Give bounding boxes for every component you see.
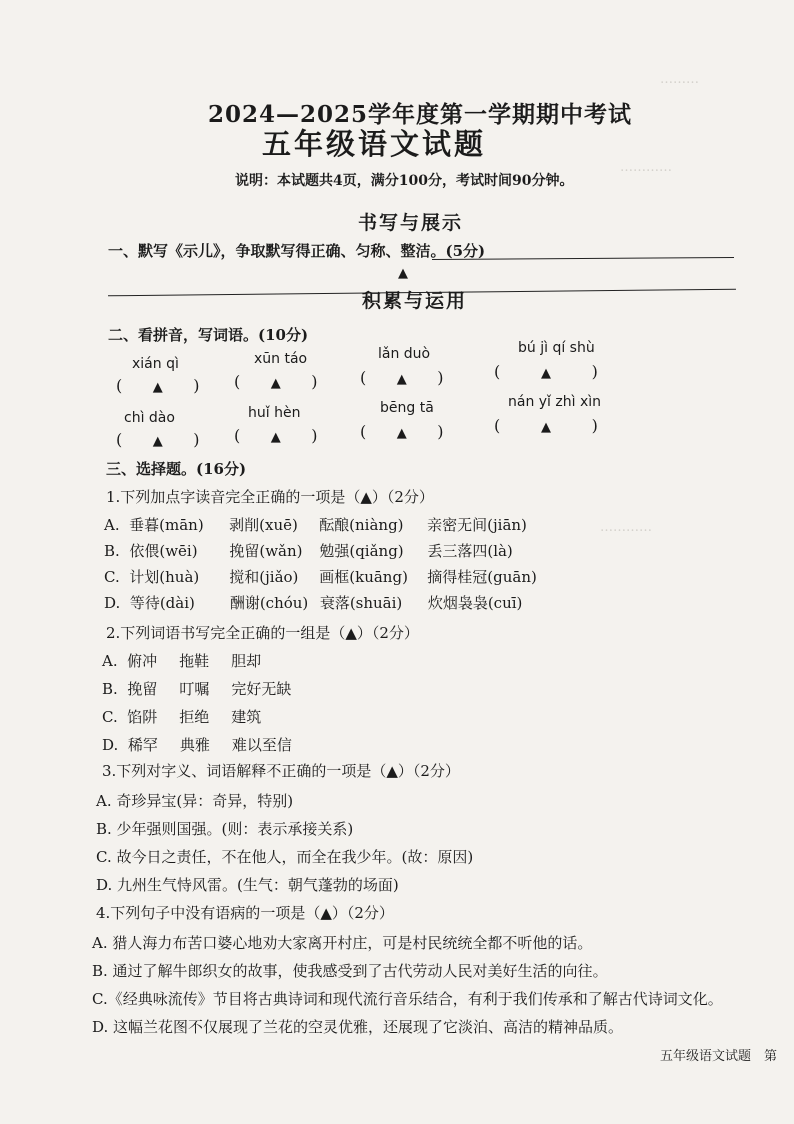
sub-question-4: 4.下列句子中没有语病的一项是（▲）（2分） <box>96 904 394 922</box>
answer-box[interactable]: ( ▲ ) <box>494 362 598 381</box>
pinyin: bēng tā <box>380 400 434 416</box>
option-row[interactable]: D. 等待(dài) 酬谢(chóu) 衰落(shuāi) 炊烟袅袅(cuī) <box>104 594 523 612</box>
pinyin: xūn táo <box>254 351 308 367</box>
option-row[interactable]: A. 俯冲 拖鞋 胆却 <box>102 652 262 670</box>
answer-box[interactable]: ( ▲ ) <box>494 416 598 435</box>
sub-question-3: 3.下列对字义、词语解释不正确的一项是（▲）（2分） <box>102 762 460 780</box>
exam-title-line2: 五年级语文试题 <box>262 127 487 161</box>
option-row[interactable]: A. 垂暮(mān) 剥削(xuē) 酝酿(niàng) 亲密无间(jiān) <box>104 516 527 534</box>
option[interactable]: C.《经典咏流传》节目将古典诗词和现代流行音乐结合，有利于我们传承和了解古代诗词文化。 <box>92 990 723 1008</box>
option[interactable]: A. 猎人海力布苦口婆心地劝大家离开村庄，可是村民统统全都不听他的话。 <box>92 934 593 952</box>
answer-box[interactable]: ( ▲ ) <box>116 376 200 395</box>
option[interactable]: D. 九州生气恃风雷。(生气：朝气蓬勃的场面) <box>96 876 399 894</box>
section-heading-accumulation: 积累与运用 <box>362 290 468 312</box>
option[interactable]: B. 通过了解牛郎织女的故事，使我感受到了古代劳动人民对美好生活的向往。 <box>92 962 608 980</box>
sub-question-1: 1.下列加点字读音完全正确的一项是（▲）（2分） <box>106 488 434 506</box>
pinyin: huǐ hèn <box>248 405 301 421</box>
option[interactable]: B. 少年强则国强。(则：表示承接关系) <box>96 820 354 838</box>
question-1: 一、默写《示儿》，争取默写得正确、匀称、整洁。(5分) <box>108 242 486 260</box>
pinyin: xián qì <box>132 356 179 372</box>
section-heading-writing: 书写与展示 <box>358 212 464 234</box>
bleed-through: ………… <box>620 160 672 175</box>
question-3: 三、选择题。(16分) <box>106 460 247 478</box>
option[interactable]: C. 故今日之责任，不在他人，而全在我少年。(故：原因) <box>96 848 474 866</box>
question-2: 二、看拼音，写词语。(10分) <box>108 326 309 344</box>
option-row[interactable]: C. 馅阱 拒绝 建筑 <box>102 708 262 726</box>
exam-note: 说明：本试题共4页，满分100分，考试时间90分钟。 <box>235 173 574 189</box>
answer-box[interactable]: ( ▲ ) <box>234 372 318 391</box>
option[interactable]: D. 这幅兰花图不仅展现了兰花的空灵优雅，还展现了它淡泊、高洁的精神品质。 <box>92 1018 624 1036</box>
option[interactable]: A. 奇珍异宝(异：奇异，特别) <box>96 792 294 810</box>
pinyin: chì dào <box>124 410 175 426</box>
pinyin: lǎn duò <box>378 346 431 362</box>
option-row[interactable]: C. 计划(huà) 搅和(jiǎo) 画框(kuāng) 摘得桂冠(guān) <box>104 568 537 586</box>
answer-mark: ▲ <box>398 266 408 281</box>
option-row[interactable]: D. 稀罕 典雅 难以至信 <box>102 736 292 754</box>
answer-box[interactable]: ( ▲ ) <box>360 422 444 441</box>
bleed-through: ………… <box>600 520 652 535</box>
answer-box[interactable]: ( ▲ ) <box>360 368 444 387</box>
pinyin: bú jì qí shù <box>518 340 595 356</box>
pinyin: nán yǐ zhì xìn <box>508 394 602 410</box>
sub-question-2: 2.下列词语书写完全正确的一组是（▲）（2分） <box>106 624 419 642</box>
answer-box[interactable]: ( ▲ ) <box>116 430 200 449</box>
option-row[interactable]: B. 挽留 叮嘱 完好无缺 <box>102 680 292 698</box>
option-row[interactable]: B. 依偎(wēi) 挽留(wǎn) 勉强(qiǎng) 丢三落四(là) <box>104 542 513 560</box>
answer-box[interactable]: ( ▲ ) <box>234 426 318 445</box>
exam-title-line1: 2024—2025学年度第一学期期中考试 <box>208 101 633 128</box>
bleed-through: ……… <box>660 72 699 87</box>
page-footer: 五年级语文试题 第 <box>660 1049 778 1064</box>
